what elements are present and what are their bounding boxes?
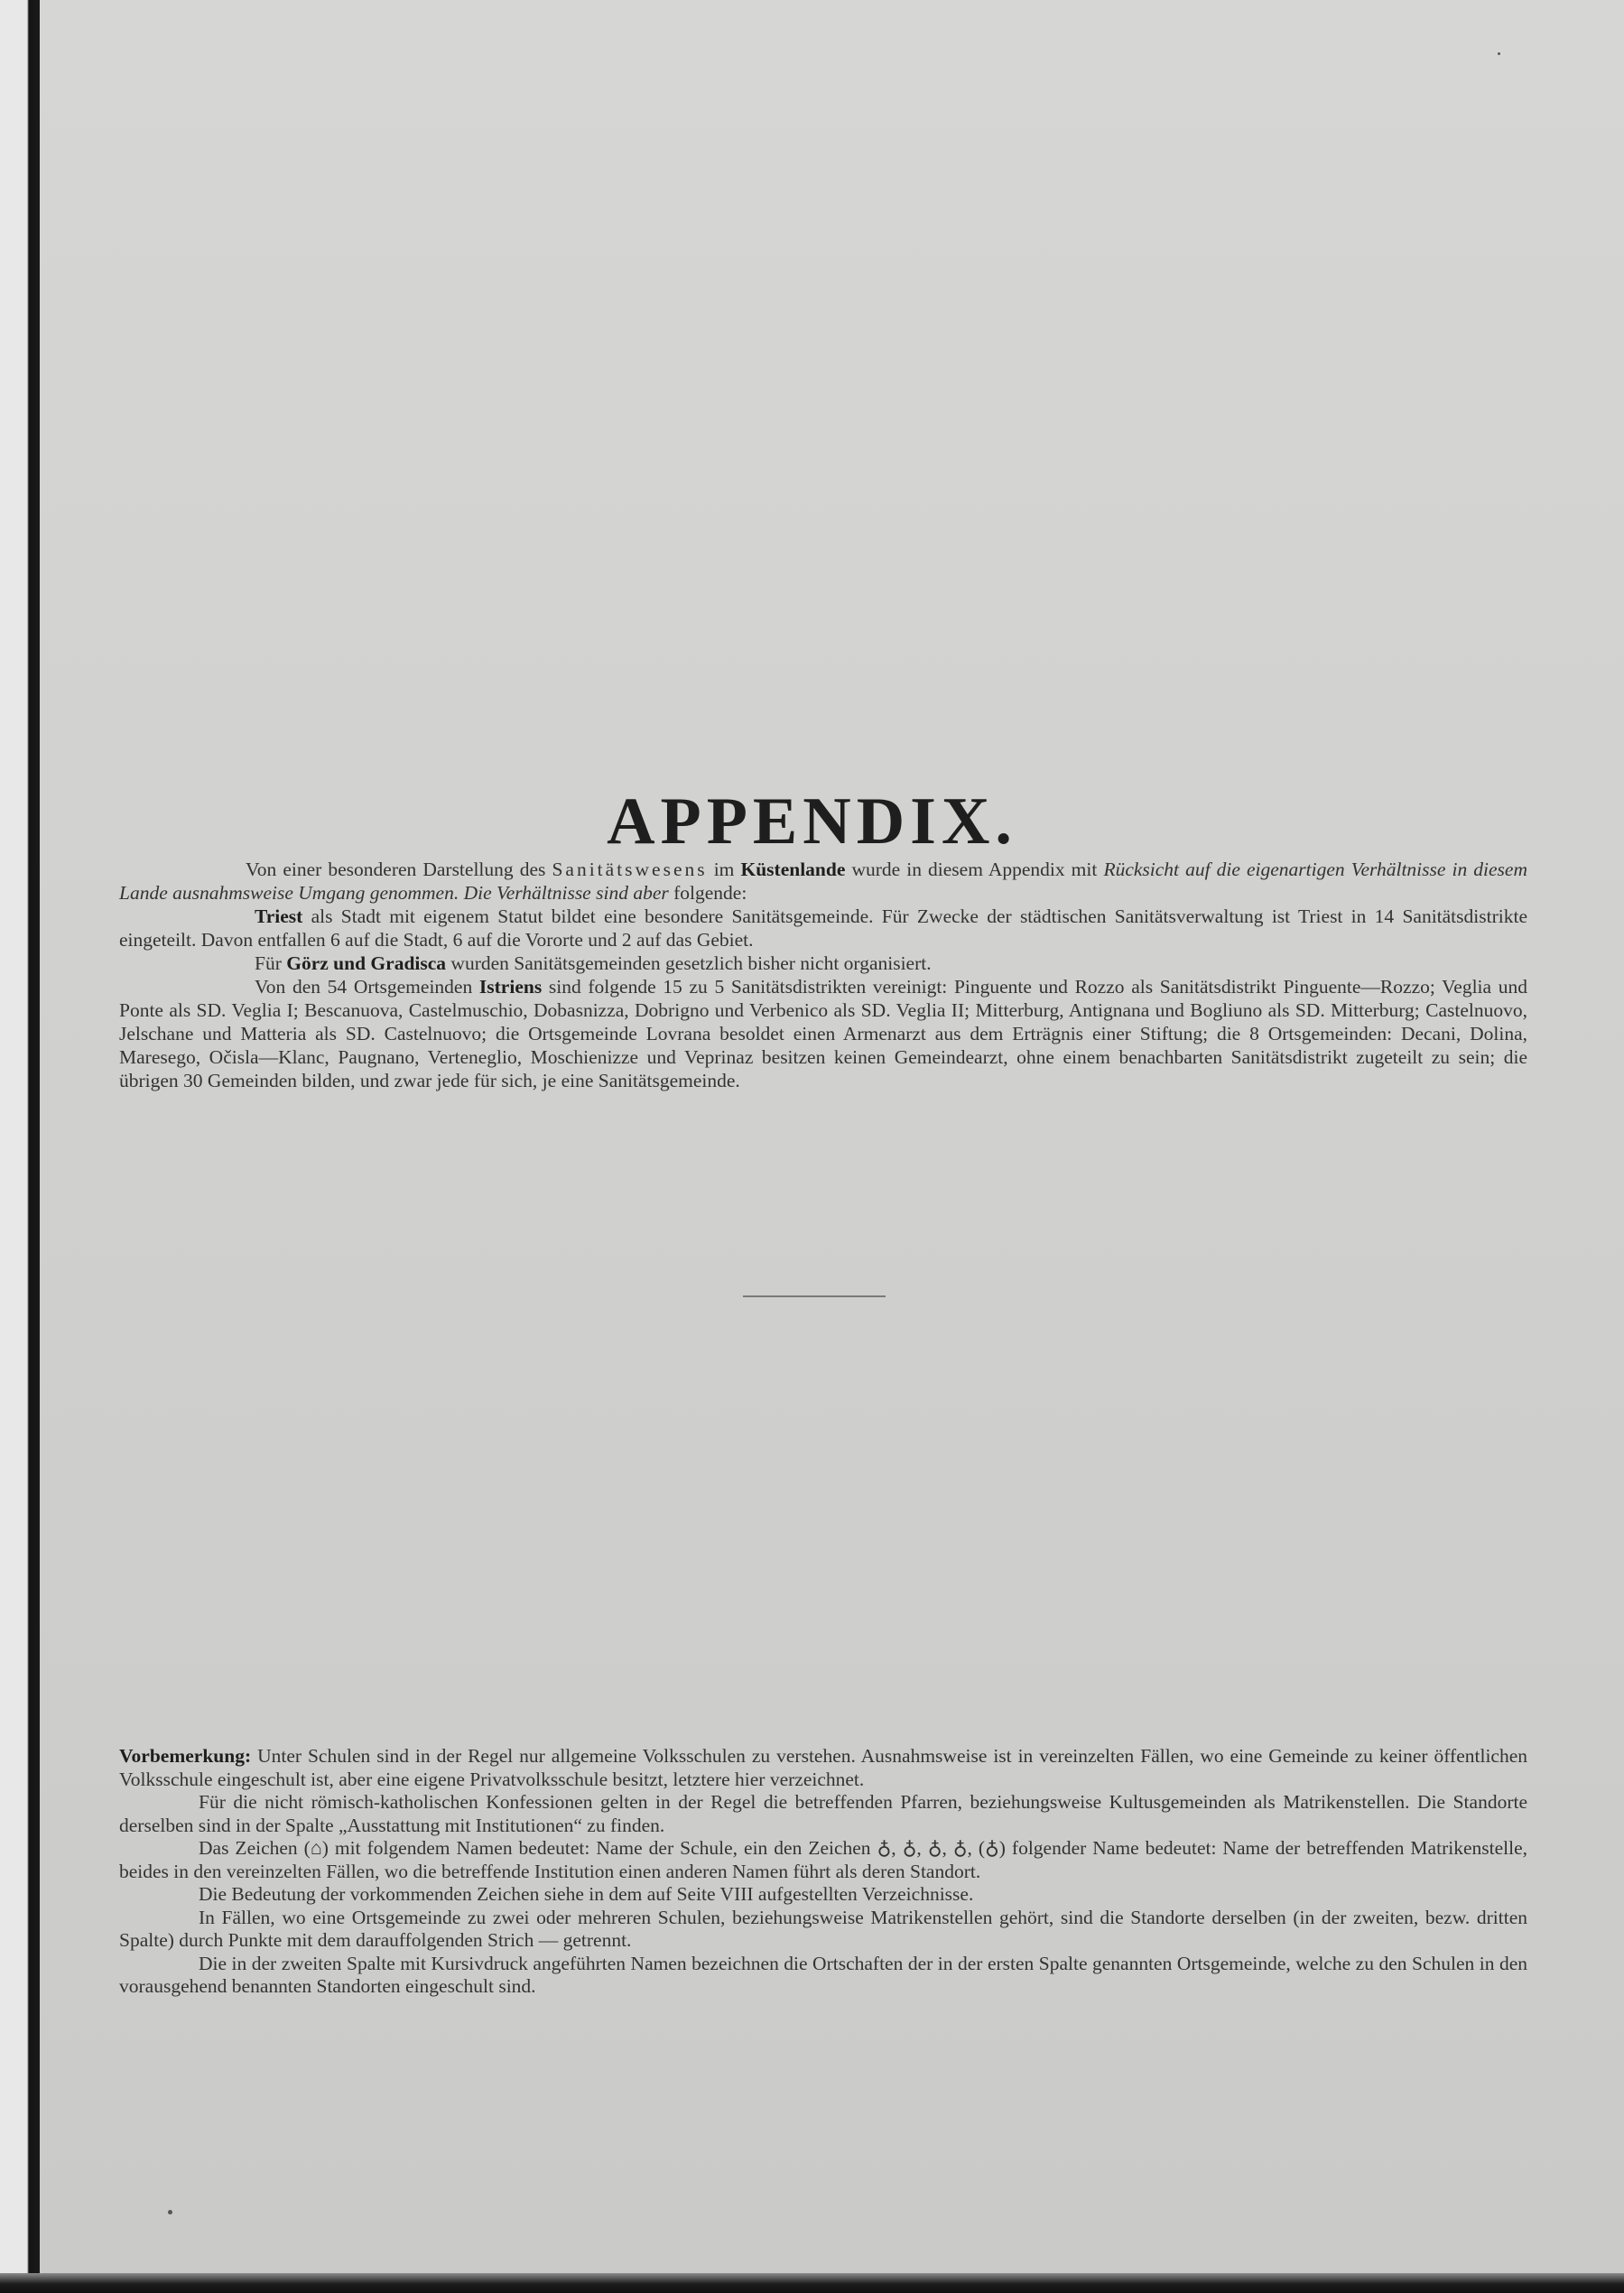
intro-paragraph-istrien: Von den 54 Ortsgemeinden Istriens sind folgende 15 zu 5 Sanitätsdistrikten vereinigt: Pinguente und Rozzo als Sanitätsdistrikt Pinguente—Rozzo; Veglia und Ponte als SD. Veglia I; Bescanuova, Castelmuschio, Dobasnizza, Dobrigno und Verbenico als SD. Veglia II; Mitterburg, Antignana und Bogliuno als SD. Mitterburg; Castelnuovo, Jelschane und Matteria als SD. Castelnuovo; die Ortsgemeinde Lovrana besoldet einen Armenarzt aus dem Erträgnis einer Stiftung; die 8 Ortsgemeinden: Decani, Dolina, Maresego, Očisla—Klanc, Paugnano, Verteneglio, Moschienizze und Veprinaz besitzen keinen Gemeindearzt, ohne einem benachbarten Sanitätsdistrikt zugeteilt zu sein; die übrigen 30 Gemeinden bilden, und zwar jede für sich, je eine Sanitätsgemeinde. [119,976,1527,1091]
scan-speck [1498,52,1500,55]
scan-speck [168,2210,172,2214]
intro-paragraph-triest: Triest als Stadt mit eigenem Statut bildet eine besondere Sanitätsgemeinde. Für Zwecke der städtischen Sanitätsverwaltung ist Triest in 14 Sanitätsdistrikte eingeteilt. Davon entfallen 6 auf die Stadt, 6 auf die Vororte und 2 auf das Gebiet. [119,905,1527,951]
note-bedeutung: Die Bedeutung der vorkommenden Zeichen siehe in dem auf Seite VIII aufgestellten Verzeichnisse. [199,1883,974,1905]
preliminary-notes [119,1745,1527,1999]
note-konfessionen: Für die nicht römisch-katholischen Konfessionen gelten in der Regel die betreffenden Pfarren, beziehungsweise Kultusgemeinden als Matrikenstellen. Die Standorte derselben sind in der Spalte „Ausstattung mit Institutionen“ zu finden. [119,1791,1527,1836]
book-binding-bottom-edge [0,2273,1624,2293]
intro-paragraph-1: Von einer besonderen Darstellung des Sanitätswesens im Küstenlande wurde in diesem Appendix mit Rücksicht auf die eigenartigen Verhältnisse in diesem Lande ausnahmsweise Umgang genommen. Die Verhältnisse sind aber folgende: [119,859,1527,904]
note-mehrere-schulen: In Fällen, wo eine Ortsgemeinde zu zwei oder mehreren Schulen, beziehungsweise Matrikenstellen gehört, sind die Standorte derselben (in der zweiten, bezw. dritten Spalte) durch Punkte mit dem darauffolgenden Strich — getrennt. [119,1906,1527,1951]
intro-paragraph-goerz: Für Görz und Gradisca wurden Sanitätsgemeinden gesetzlich bisher nicht organisiert. [255,952,932,974]
note-zeichen: Das Zeichen (⌂) mit folgendem Namen bedeutet: Name der Schule, ein den Zeichen ♁, ♁, ♁, ♁, (♁) folgender Name bedeutet: Name der betreffenden Matrikenstelle, beides in den vereinzelten Fällen, wo die betreffende Institution einen anderen Namen führt als deren Standort. [119,1837,1527,1882]
book-binding-edge [0,0,40,2293]
section-divider [743,1295,886,1297]
intro-section [119,858,1527,1092]
note-vorbemerkung: Vorbemerkung: Unter Schulen sind in der Regel nur allgemeine Volksschulen zu verstehen. Ausnahmsweise ist in vereinzelten Fällen, wo eine Gemeinde zu keiner öffentlichen Volksschule eingeschult ist, aber eine eigene Privatvolksschule besitzt, letztere hier verzeichnet. [119,1745,1527,1790]
note-kursivdruck: Die in der zweiten Spalte mit Kursivdruck angeführten Namen bezeichnen die Ortschaften der in der ersten Spalte genannten Ortsgemeinde, welche zu den Schulen in den vorausgehend benannten Standorten eingeschult sind. [119,1952,1527,1997]
page-title: APPENDIX. [607,784,1017,859]
